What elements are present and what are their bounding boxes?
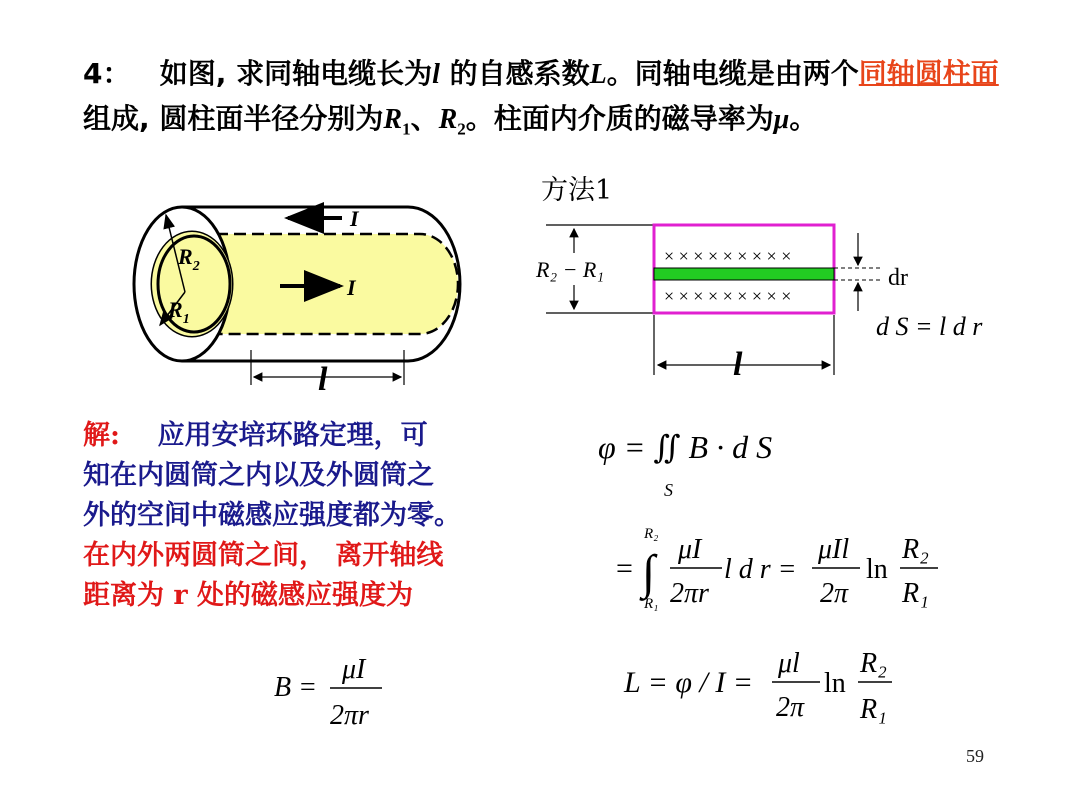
method-length-label: l <box>733 346 743 383</box>
method-figure <box>530 215 1030 385</box>
solution-text <box>83 416 461 616</box>
dr-label: dr <box>888 265 908 291</box>
eq-ln: ln <box>866 554 888 585</box>
var-mu: μ <box>773 104 790 135</box>
sub-1: 1 <box>402 119 411 139</box>
sub-2: 2 <box>457 119 466 139</box>
r1-label: $R_1$ <box>168 297 190 327</box>
problem-number: 4： <box>83 57 131 90</box>
eq-L-frac-num: μl <box>778 648 800 679</box>
eq-frac1-den: 2πr <box>670 578 709 609</box>
problem-text-6: 。 <box>789 102 818 135</box>
eq-L-left: L = φ / I = <box>624 666 754 699</box>
eq-B-num: μI <box>342 654 366 685</box>
eq-frac2-den: 2π <box>820 578 849 609</box>
var-L: L <box>589 59 607 90</box>
eq-frac3-num: R₂ <box>902 534 929 565</box>
problem-text-3: 。同轴电缆是由两个 <box>606 57 859 90</box>
green-strip <box>654 268 834 280</box>
length-label: l <box>318 361 328 398</box>
eq-ldr: l d r = <box>724 554 797 585</box>
separator: 、 <box>410 102 439 135</box>
highlight-coaxial: 同轴圆柱面 <box>858 57 999 90</box>
r2-label: $R_2$ <box>178 244 200 274</box>
page-number: 59 <box>966 746 984 766</box>
eq-frac3-den: R₁ <box>902 578 929 609</box>
problem-statement <box>83 52 1003 152</box>
dS-formula: d S = l d r <box>876 312 983 341</box>
equations-right <box>580 410 1020 740</box>
eq-frac2-num: μIl <box>818 534 850 565</box>
problem-text-4: 组成, 圆柱面半径分别为 <box>83 102 384 135</box>
var-R1: R <box>383 104 403 135</box>
eq-frac1-num: μI <box>678 534 702 565</box>
eq-equals: = <box>616 552 633 585</box>
gap-label: R₂ − R₁ <box>536 257 605 282</box>
var-l: l <box>432 59 440 90</box>
solution-label: 解: <box>83 420 120 451</box>
eq-L-ln: ln <box>824 668 846 699</box>
eq-B-den: 2πr <box>330 700 369 731</box>
problem-text-1: 如图, 求同轴电缆长为 <box>159 57 433 90</box>
crosses-bottom: × × × × × × × × × <box>664 286 792 306</box>
method-label: 方法1 <box>541 175 613 206</box>
crosses-top: × × × × × × × × × <box>664 246 792 266</box>
var-R2: R <box>438 104 458 135</box>
eq-upper-limit: R₂ <box>644 526 659 542</box>
eq-phi-definition: φ = ∬ B · d S <box>598 429 773 465</box>
eq-L-frac-den: 2π <box>776 692 805 723</box>
solution-line-3: 外的空间中磁感应强度都为零。 <box>83 500 461 531</box>
eq-B-formula <box>270 650 430 740</box>
solution-line-5: 距离为 r 处的磁感应强度为 <box>83 580 414 611</box>
eq-B-left: B = <box>274 672 317 703</box>
coaxial-cable-figure <box>120 200 480 400</box>
current-top-label: I <box>350 206 359 231</box>
eq-lower-limit: R₁ <box>644 596 659 612</box>
eq-integral-sign: ∫ <box>642 546 656 599</box>
solution-line-2: 知在内圆筒之内以及外圆筒之 <box>83 460 434 491</box>
current-inner-label: I <box>347 275 356 300</box>
solution-line-4: 在内外两圆筒之间， 离开轴线 <box>83 540 444 571</box>
solution-line-1: 应用安培环路定理，可 <box>157 420 428 451</box>
eq-L-R2: R₂ <box>860 648 887 679</box>
problem-text-5: 。柱面内介质的磁导率为 <box>465 102 774 135</box>
eq-L-R1: R₁ <box>860 694 887 725</box>
problem-text-2: 的自感系数 <box>439 57 590 90</box>
eq-phi-sub: S <box>664 480 673 500</box>
